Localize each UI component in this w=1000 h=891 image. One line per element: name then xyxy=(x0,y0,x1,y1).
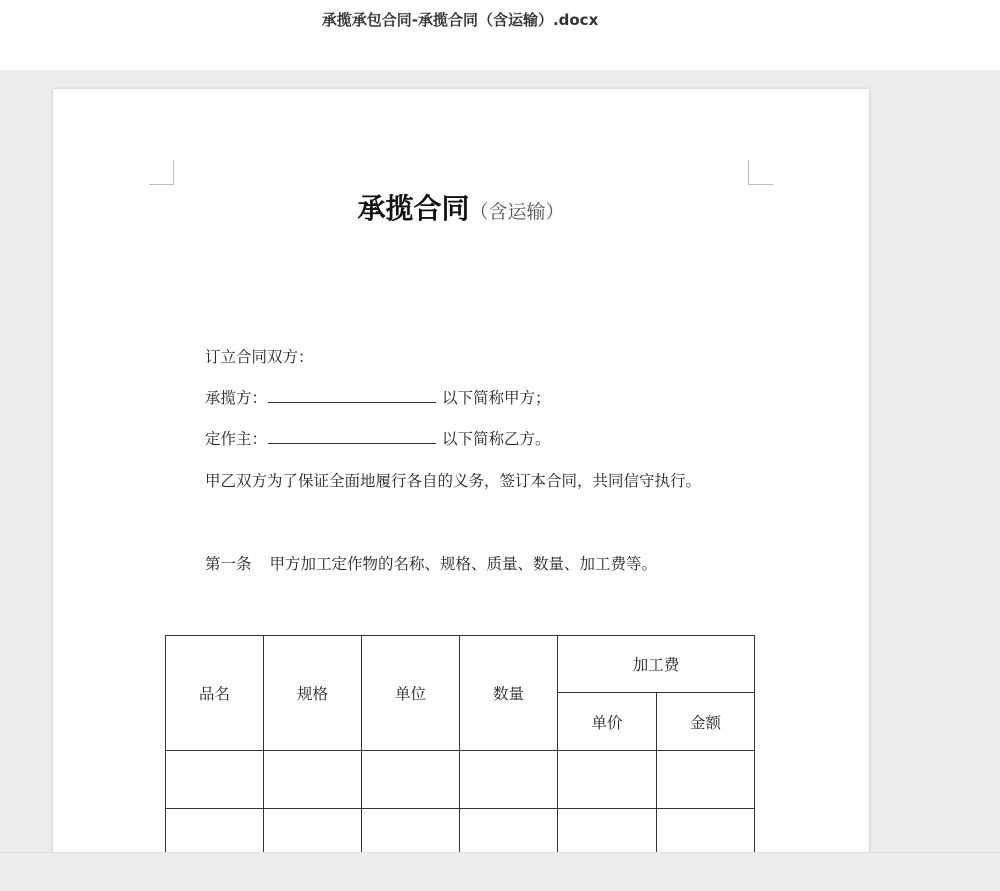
table-cell xyxy=(558,751,657,809)
header-unit: 单位 xyxy=(362,636,460,751)
table-row xyxy=(166,809,755,853)
contractor-suffix: 以下简称甲方； xyxy=(442,389,551,407)
table-cell xyxy=(362,809,460,853)
document-viewer[interactable] xyxy=(0,70,1000,852)
margin-marker-top-right xyxy=(748,160,773,185)
heading-main: 承揽合同 xyxy=(357,192,470,225)
header-quantity: 数量 xyxy=(460,636,558,751)
title-bar xyxy=(0,0,1000,70)
article-1 xyxy=(205,552,657,574)
table-cell xyxy=(166,809,264,853)
table-cell xyxy=(264,751,362,809)
table-cell xyxy=(558,809,657,853)
article-1-number: 第一条 xyxy=(205,555,252,573)
header-name: 品名 xyxy=(166,636,264,751)
document-heading xyxy=(53,187,869,227)
client-label: 定作主： xyxy=(205,430,268,448)
document-page xyxy=(53,89,869,852)
contractor-blank xyxy=(268,388,436,403)
header-processing-fee: 加工费 xyxy=(558,636,755,693)
table-header-row xyxy=(166,636,755,693)
table-cell xyxy=(166,751,264,809)
heading-sub: （含运输） xyxy=(469,201,565,223)
client-blank xyxy=(268,429,436,444)
header-unit-price: 单价 xyxy=(558,693,657,751)
table-cell xyxy=(657,809,755,853)
header-amount: 金额 xyxy=(657,693,755,751)
client-suffix: 以下简称乙方。 xyxy=(442,430,551,448)
items-table xyxy=(165,635,755,852)
table-cell xyxy=(460,751,558,809)
contractor-label: 承揽方： xyxy=(205,389,268,407)
table-cell xyxy=(362,751,460,809)
document-filename: 承揽承包合同-承揽合同（含运输）.docx xyxy=(321,11,599,29)
parties-intro: 订立合同双方： xyxy=(205,348,314,366)
table-cell xyxy=(460,809,558,853)
table-row xyxy=(166,751,755,809)
header-spec: 规格 xyxy=(264,636,362,751)
contractor-line xyxy=(205,386,551,408)
table-cell xyxy=(264,809,362,853)
status-bar xyxy=(0,852,1000,891)
article-1-text: 甲方加工定作物的名称、规格、质量、数量、加工费等。 xyxy=(269,555,658,573)
client-line xyxy=(205,427,551,449)
preamble: 甲乙双方为了保证全面地履行各自的义务，签订本合同，共同信守执行。 xyxy=(205,472,702,490)
margin-marker-top-left xyxy=(149,160,174,185)
table-cell xyxy=(657,751,755,809)
